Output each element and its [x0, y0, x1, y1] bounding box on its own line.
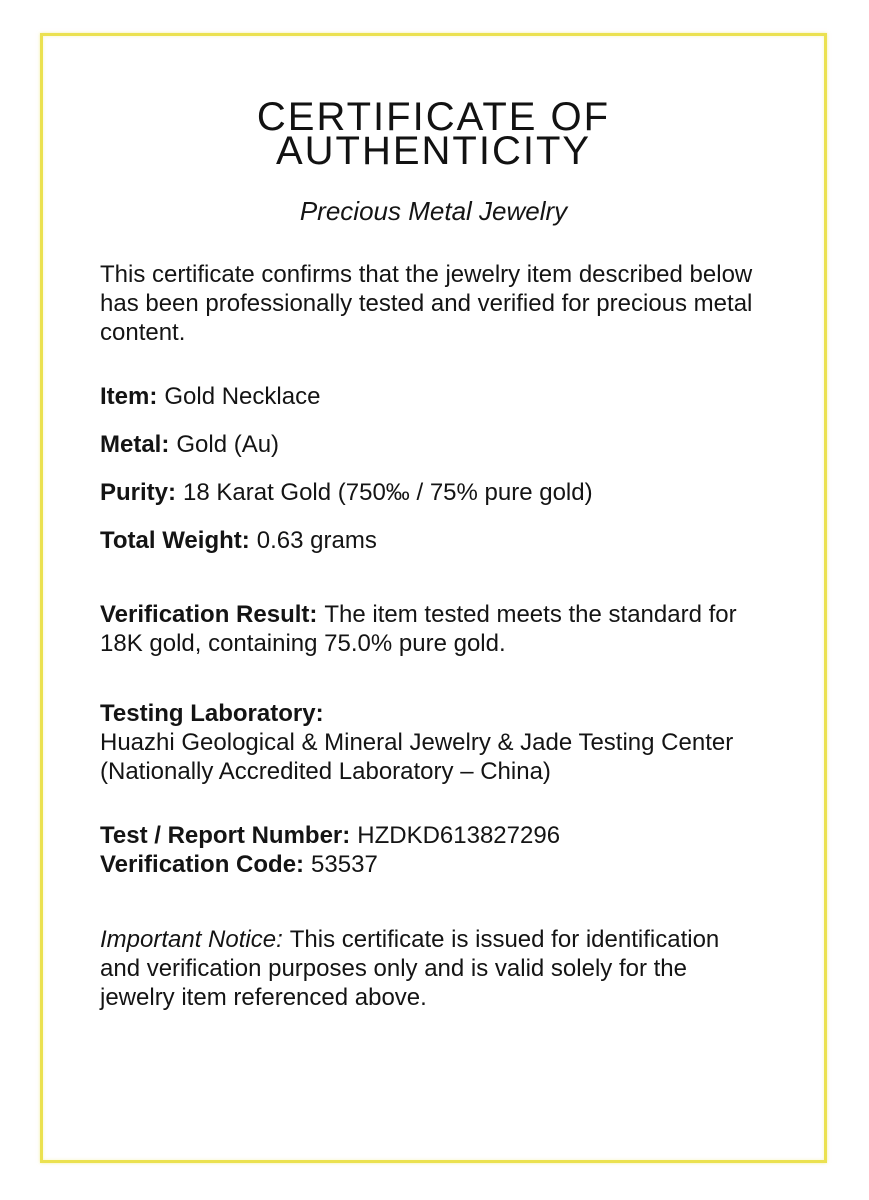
- verification-result-line-1: [100, 600, 767, 629]
- detail-row-metal: [100, 430, 767, 459]
- certificate-border-frame: [40, 33, 827, 1163]
- report-number-section: [100, 821, 767, 879]
- verification-code-label: Verification Code:: [100, 851, 305, 878]
- metal-value: Gold (Au): [176, 431, 280, 458]
- verification-result-label: Verification Result:: [100, 601, 318, 628]
- item-value: Gold Necklace: [164, 383, 321, 410]
- testing-laboratory-section: [100, 699, 767, 786]
- verification-code-value: 53537: [311, 851, 378, 878]
- certificate-title-line-1: CERTIFICATE OF: [256, 95, 611, 139]
- important-notice-line-3: jewelry item referenced above.: [100, 984, 427, 1011]
- total-weight-value: 0.63 grams: [256, 527, 377, 554]
- important-notice-paragraph: [100, 925, 767, 1012]
- test-report-number-row: [100, 821, 767, 850]
- certificate-title-line-2: AUTHENTICITY: [275, 129, 592, 173]
- important-notice-line-1: [100, 925, 767, 954]
- certificate-title: [100, 95, 767, 173]
- testing-laboratory-accreditation: (Nationally Accredited Laboratory – China): [100, 758, 551, 785]
- important-notice-label: Important Notice:: [100, 926, 283, 953]
- test-report-number-value: HZDKD613827296: [357, 822, 561, 849]
- purity-label: Purity:: [100, 479, 177, 506]
- intro-paragraph: [100, 260, 767, 347]
- important-notice-line-2: and verification purposes only and is valid solely for the: [100, 955, 687, 982]
- detail-row-total-weight: [100, 526, 767, 555]
- intro-line-3: content.: [100, 319, 186, 346]
- metal-label: Metal:: [100, 431, 170, 458]
- certificate-subtitle: Precious Metal Jewelry: [299, 196, 568, 226]
- important-notice-text: This certificate is issued for identification: [289, 926, 720, 953]
- intro-line-1: This certificate confirms that the jewelry item described below: [100, 261, 753, 288]
- testing-laboratory-name: Huazhi Geological & Mineral Jewelry & Jade Testing Center: [100, 729, 734, 756]
- testing-laboratory-label: Testing Laboratory:: [100, 700, 324, 727]
- detail-row-purity: [100, 478, 767, 507]
- intro-line-2: has been professionally tested and verified for precious metal: [100, 290, 753, 317]
- purity-value: 18 Karat Gold (750‰ / 75% pure gold): [183, 479, 593, 506]
- test-report-number-label: Test / Report Number:: [100, 822, 351, 849]
- detail-row-item: [100, 382, 767, 411]
- verification-result-text: The item tested meets the standard for: [324, 601, 737, 628]
- total-weight-label: Total Weight:: [100, 527, 250, 554]
- verification-code-row: [100, 850, 767, 879]
- verification-result-paragraph: [100, 600, 767, 658]
- verification-result-line-2: 18K gold, containing 75.0% pure gold.: [100, 630, 506, 657]
- item-details: [100, 382, 767, 555]
- item-label: Item:: [100, 383, 158, 410]
